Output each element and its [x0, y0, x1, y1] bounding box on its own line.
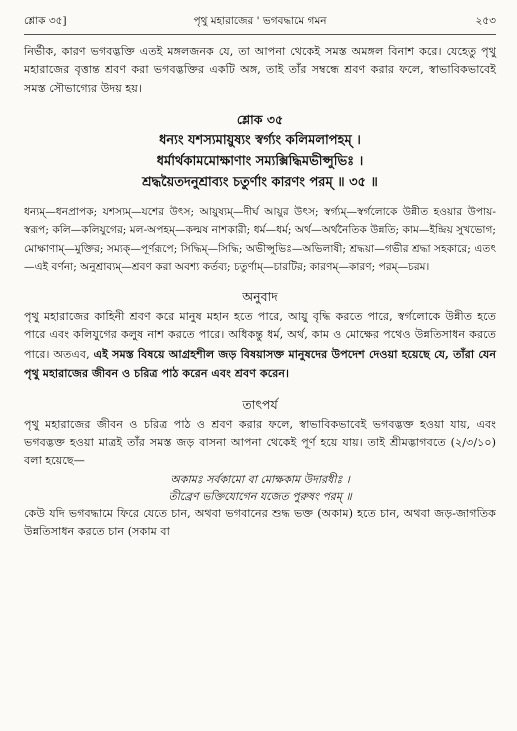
page-number: ২৫৩: [475, 15, 496, 27]
purport-paragraph-2: কেউ যদি ভগবদ্ধামে ফিরে যেতে চান, অথবা ভগবানের শুদ্ধ ভক্ত (অকাম) হতে চান, অথবা জড়-জাগতিক উন্নতিসাধন করতে চান (সকাম বা: [24, 506, 496, 539]
intro-paragraph: নির্ভীক, কারণ ভগবদ্ভক্তি এতই মঙ্গলজনক যে, তা আপনা থেকেই সমস্ত অমঙ্গল বিনাশ করে। যেহেতু পৃথু মহারাজের বৃত্তান্ত শ্রবণ করা ভগবদ্ভক্তির একটি অঙ্গ, তাই তাঁর সম্বন্ধে শ্রবণ করার ফলে, স্বাভাবিকভাবেই সমস্ত সৌভাগ্যের উদয় হয়।: [24, 45, 496, 95]
quote-line-1: অকামঃ সর্বকামো বা মোক্ষকাম উদারধীঃ ।: [170, 472, 350, 486]
translation-text-bold: এই সমস্ত বিষয়ে আগ্রহশীল জড় বিষয়াসক্ত মানুষদের উপদেশ দেওয়া হয়েছে যে, তাঁরা যেন পৃথু মহারাজের জীবন ও চরিত্র পাঠ করেন এবং শ্রবণ করেন।: [24, 346, 497, 381]
synonyms-paragraph: ধন্যম্—ধনপ্রাপক; যশস্যম্—যশের উৎস; আয়ুষ্যম্—দীর্ঘ আয়ুর উৎস; স্বর্গ্যম্—স্বর্গলোকে উন্নীত হওয়ার উপায়-স্বরূপ; কলি—কলিযুগের; মল-অপহম্—কল্মষ নাশকারী; ধর্ম—ধর্ম; অর্থ—অর্থনৈতিক উন্নতি; কাম—ইন্দ্রিয় সুখভোগ; মোক্ষাণাম্—মুক্তির; সম্যক্—পূর্ণরূপে; সিদ্ধিম্—সিদ্ধি; অভীপ্সুভিঃ—অভিলাষী; শ্রদ্ধয়া—গভীর শ্রদ্ধা সহকারে; এতৎ—এই বর্ণনা; অনুশ্রাব্যম্—শ্রবণ করা অবশ্য কর্তব্য; চতুর্ণাম্—চারটির; কারণম্—কারণ; পরম্—চরম।: [24, 206, 496, 273]
verse-line-3: শ্রদ্ধয়ৈতদনুশ্রাব্যং চতুর্ণাং কারণং পরম্ ॥ ৩৫ ॥: [142, 175, 378, 191]
purport-paragraph: পৃথু মহারাজের জীবন ও চরিত্র পাঠ ও শ্রবণ করার ফলে, স্বাভাবিকভাবেই ভগবদ্ভক্ত হওয়া যায়, এবং ভগবদ্ভক্ত হওয়া মাত্রই তাঁর সমস্ত জড় বাসনা আপনা থেকেই পূর্ণ হয়ে যায়। তাই শ্রীমদ্ভাগবতে (২/৩/১০) বলা হয়েছে—: [24, 417, 496, 468]
translation-heading: অনুবাদ: [242, 289, 278, 305]
chapter-title: পৃথু মহারাজের ' ভগবদ্ধামে গমন: [193, 15, 327, 27]
verse-reference: শ্লোক ৩৫]: [24, 15, 67, 27]
book-page: [24, 10, 496, 542]
quote-line-2: তীব্রেণ ভক্তিযোগেন যজেত পুরুষং পরম্ ॥: [168, 489, 352, 503]
purport-heading: তাৎপর্য: [242, 396, 278, 412]
verse-title: শ্লোক ৩৫: [236, 112, 284, 128]
page-header: [24, 10, 496, 35]
translation-paragraph: [24, 308, 496, 384]
translation-text: পৃথু মহারাজের কাহিনী শ্রবণ করে মানুষ মহান হতে পারে, আয়ু বৃদ্ধি করতে পারে, স্বর্গলোকে উন্নীত হতে পারে এবং কলিযুগের কলুষ নাশ করতে পারে। অধিকন্তু ধর্ম, অর্থ, কাম ও মোক্ষের পথেও উন্নতিসাধন করতে পারে। অতএব,: [24, 310, 496, 361]
verse-line-1: ধন্যং যশস্যমায়ুষ্যং স্বর্গ্যং কলিমলাপহম্ ।: [159, 133, 361, 149]
verse-line-2: ধর্মার্থকামমোক্ষাণাং সম্যক্সিদ্ধিমভীপ্সুভিঃ ।: [156, 154, 364, 170]
